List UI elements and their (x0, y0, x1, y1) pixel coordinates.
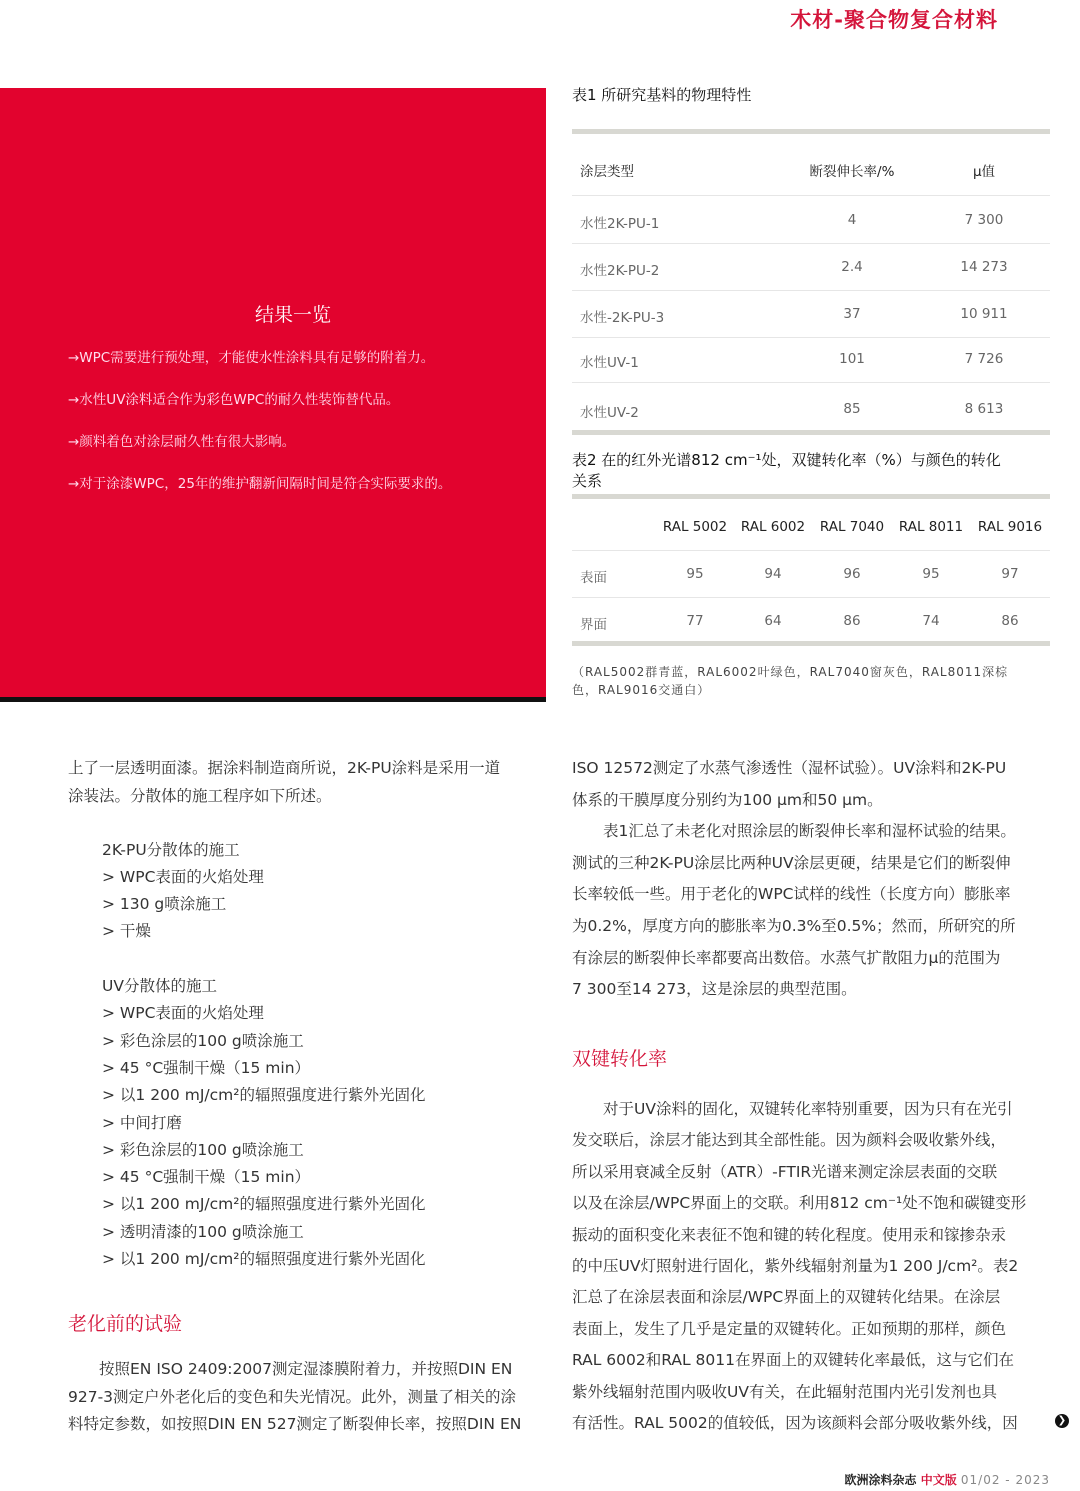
paragraph-line: 7 300至14 273，这是涂层的典型范围。 (572, 980, 857, 999)
paragraph-line: 上了一层透明面漆。据涂料制造商所说，2K-PU涂料是采用一道 (68, 759, 501, 777)
paragraph-line: 的中压UV灯照射进行固化，紫外线辐射剂量为1 200 J/cm²。表2 (572, 1257, 1019, 1275)
paragraph-line: 涂装法。分散体的施工程序如下所述。 (68, 787, 332, 805)
list-item: > 以1 200 mJ/cm²的辐照强度进行紫外光固化 (102, 1195, 426, 1214)
list-item: > 45 °C强制干燥（15 min） (102, 1168, 311, 1187)
section-heading: 双键转化率 (572, 1048, 668, 1070)
table-cell: 水性UV-2 (580, 405, 639, 421)
paragraph-line: 以及在涂层/WPC界面上的交联。利用812 cm⁻¹处不饱和碳键变形 (572, 1194, 1027, 1213)
row-divider (572, 290, 1050, 291)
list-item: > 中间打磨 (102, 1113, 182, 1132)
paragraph-line: 所以采用衰减全反射（ATR）-FTIR光谱来测定涂层表面的交联 (572, 1162, 998, 1181)
divider (572, 641, 1050, 646)
list-item: 2K-PU分散体的施工 (102, 841, 240, 859)
table-cell: 85 (843, 401, 861, 417)
table-cell: 水性2K-PU-2 (580, 263, 660, 279)
row-divider (572, 382, 1050, 383)
paragraph-line: 长率较低一些。用于老化的WPC试样的线性（长度方向）膨胀率 (572, 885, 1011, 904)
magazine-name: 欧洲涂料杂志 (844, 1473, 917, 1487)
section-heading: 老化前的试验 (68, 1313, 183, 1335)
list-item: UV分散体的施工 (102, 977, 217, 995)
list-item: > 彩色涂层的100 g喷涂施工 (102, 1031, 304, 1050)
table-cell: 95 (922, 566, 940, 582)
paragraph-line: RAL 6002和RAL 8011在界面上的双键转化率最低，这与它们在 (572, 1351, 1015, 1370)
footnote-line: （RAL5002群青蓝，RAL6002叶绿色，RAL7040窗灰色，RAL8011深棕 (572, 665, 1009, 679)
divider (572, 430, 1050, 435)
table-cell: 64 (764, 613, 782, 629)
table-cell: 95 (686, 566, 704, 582)
summary-title: 结果一览 (254, 304, 331, 326)
column-header: μ值 (972, 164, 996, 180)
summary-item: →水性UV涂料适合作为彩色WPC的耐久性装饰替代品。 (68, 392, 400, 408)
table-cell: 94 (764, 566, 782, 582)
arrow-right-circle-icon: ❯ (1055, 1414, 1069, 1428)
table-cell: 37 (843, 306, 861, 322)
table-cell: 水性UV-1 (580, 355, 639, 371)
section-title: 木材-聚合物复合材料 (790, 8, 998, 32)
table-cell: 101 (839, 351, 865, 367)
list-item: > 130 g喷涂施工 (102, 895, 227, 913)
table2-title (572, 450, 1042, 492)
paragraph-line: ISO 12572测定了水蒸气渗透性（湿杯试验）。UV涂料和2K-PU (572, 759, 1007, 777)
column-header: RAL 9016 (977, 519, 1043, 535)
column-header: RAL 5002 (662, 519, 728, 535)
column-header: RAL 6002 (740, 519, 806, 535)
row-divider (572, 597, 1050, 598)
table-cell: 97 (1001, 566, 1019, 582)
table2-title-line: 表2 在的红外光谱812 cm⁻¹处，双键转化率（%）与颜色的转化 (572, 451, 1001, 469)
summary-box (0, 88, 546, 702)
paragraph-line: 有活性。RAL 5002的值较低，因为该颜料会部分吸收紫外线，因 (572, 1414, 1018, 1432)
table1-title: 表1 所研究基料的物理特性 (572, 86, 752, 104)
table-cell: 77 (686, 613, 704, 629)
paragraph-line: 对于UV涂料的固化，双键转化率特别重要，因为只有在光引 (572, 1100, 1013, 1118)
paragraph-line: 表面上，发生了几乎是定量的双键转化。正如预期的那样，颜色 (572, 1319, 1007, 1338)
list-item: > WPC表面的火焰处理 (102, 868, 264, 886)
divider (572, 494, 1050, 499)
table-cell: 4 (847, 212, 857, 228)
column-header: RAL 7040 (819, 519, 885, 535)
paragraph-line: 表1汇总了未老化对照涂层的断裂伸长率和湿杯试验的结果。 (572, 822, 1016, 841)
paragraph-line: 体系的干膜厚度分别约为100 μm和50 μm。 (572, 790, 883, 809)
paragraph-line: 有涂层的断裂伸长率都要高出数倍。水蒸气扩散阻力μ的范围为 (572, 948, 1001, 967)
table-cell: 7 300 (964, 212, 1004, 228)
table-cell: 10 911 (960, 306, 1008, 322)
table-cell: 74 (922, 613, 940, 629)
table-cell: 水性-2K-PU-3 (580, 310, 665, 326)
column-header: 涂层类型 (580, 164, 634, 180)
list-item: > 以1 200 mJ/cm²的辐照强度进行紫外光固化 (102, 1250, 426, 1268)
row-divider (572, 337, 1050, 338)
row-divider (572, 243, 1050, 244)
table-cell: 96 (843, 566, 861, 582)
table2-footnote (572, 663, 1052, 699)
summary-item: →WPC需要进行预处理，才能使水性涂料具有足够的附着力。 (68, 350, 435, 366)
paragraph-line: 测试的三种2K-PU涂层比两种UV涂层更硬，结果是它们的断裂伸 (572, 853, 1011, 872)
list-item: > 透明清漆的100 g喷涂施工 (102, 1222, 304, 1241)
edition: 中文版 (920, 1473, 957, 1487)
divider (572, 129, 1050, 134)
row-divider (572, 195, 1050, 196)
paragraph-line: 为0.2%，厚度方向的膨胀率为0.3%至0.5%；然而，所研究的所 (572, 917, 1016, 935)
summary-item: →对于涂漆WPC，25年的维护翻新间隔时间是符合实际要求的。 (68, 476, 452, 492)
list-item: > 45 °C强制干燥（15 min） (102, 1058, 311, 1077)
row-divider (572, 550, 1050, 551)
paragraph-line: 按照EN ISO 2409:2007测定湿漆膜附着力，并按照DIN EN (68, 1360, 513, 1378)
table-cell: 7 726 (964, 351, 1004, 367)
issue-date: 01/02 - 2023 (960, 1473, 1050, 1487)
list-item: > 干燥 (102, 922, 151, 940)
table-cell: 14 273 (960, 259, 1008, 275)
paragraph-line: 927-3测定户外老化后的变色和失光情况。此外，测量了相关的涂 (68, 1387, 517, 1406)
column-header: RAL 8011 (898, 519, 964, 535)
table-cell: 86 (1001, 613, 1019, 629)
summary-item: →颜料着色对涂层耐久性有很大影响。 (68, 434, 296, 450)
paragraph-line: 发交联后，涂层才能达到其全部性能。因为颜料会吸收紫外线， (572, 1131, 1007, 1150)
table-cell: 界面 (580, 617, 607, 633)
footer (845, 1471, 1051, 1488)
list-item: > 彩色涂层的100 g喷涂施工 (102, 1140, 304, 1159)
paragraph-line: 紫外线辐射范围内吸收UV有关，在此辐射范围内光引发剂也具 (572, 1382, 997, 1401)
paragraph-line: 振动的面积变化来表征不饱和键的转化程度。使用汞和镓掺杂汞 (572, 1225, 1007, 1244)
table-cell: 水性2K-PU-1 (580, 216, 660, 232)
paragraph-line: 料特定参数，如按照DIN EN 527测定了断裂伸长率，按照DIN EN (68, 1415, 522, 1433)
table-cell: 表面 (580, 570, 607, 586)
column-header: 断裂伸长率/% (809, 164, 895, 180)
table-cell: 8 613 (964, 401, 1004, 417)
table-cell: 2.4 (841, 259, 863, 275)
paragraph-line: 汇总了在涂层表面和涂层/WPC界面上的双键转化结果。在涂层 (572, 1288, 1001, 1307)
footnote-line: 色，RAL9016交通白） (572, 683, 711, 697)
table-cell: 86 (843, 613, 861, 629)
table2-title-line: 关系 (572, 472, 603, 490)
list-item: > WPC表面的火焰处理 (102, 1004, 264, 1023)
list-item: > 以1 200 mJ/cm²的辐照强度进行紫外光固化 (102, 1086, 426, 1105)
